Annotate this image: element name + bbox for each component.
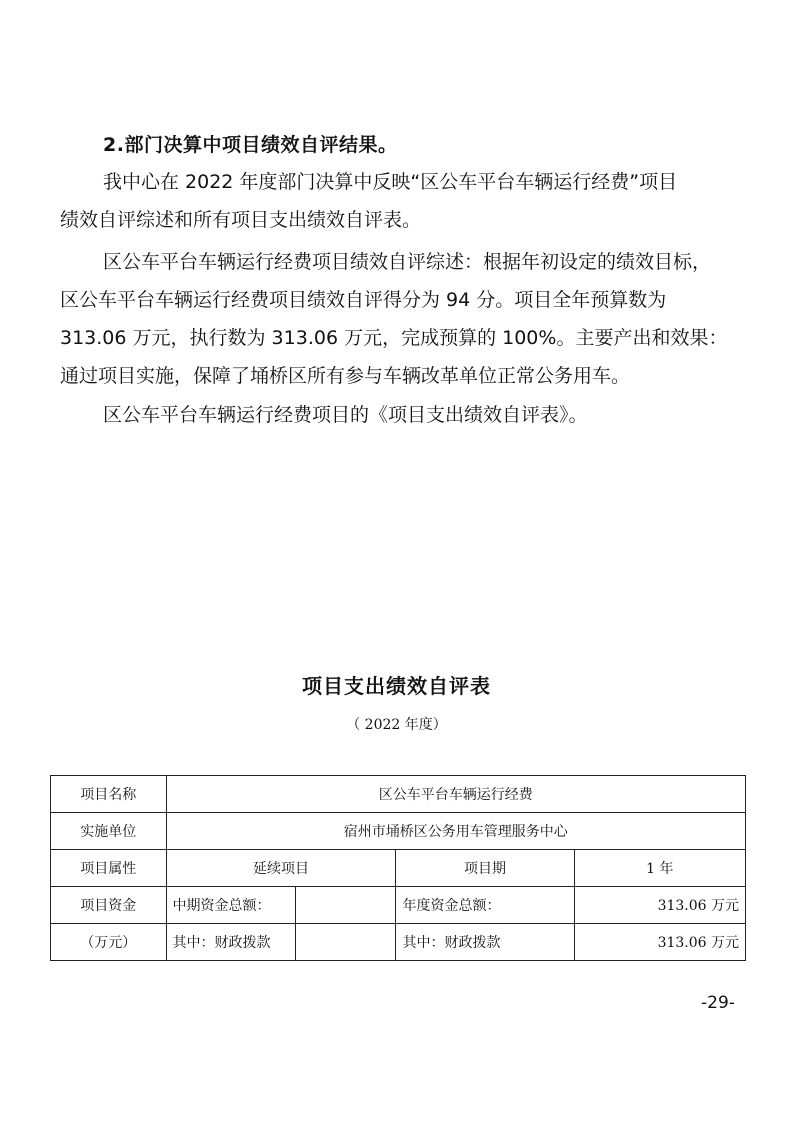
funds-unit: （万元） xyxy=(51,924,167,961)
period-value: 1 年 xyxy=(574,850,745,887)
table-year: （ 2022 年度） xyxy=(346,717,447,733)
paragraph-line: 绩效自评综述和所有项目支出绩效自评表。 xyxy=(60,209,422,231)
annual-total-value: 313.06 万元 xyxy=(574,887,745,924)
table-title: 项目支出绩效自评表 xyxy=(302,674,491,698)
mid-total-value xyxy=(296,887,396,924)
annual-fiscal-value: 313.06 万元 xyxy=(574,924,745,961)
funds-label: 项目资金 xyxy=(51,887,167,924)
attr-value: 延续项目 xyxy=(166,850,396,887)
table-row xyxy=(51,813,746,850)
paragraph-reference xyxy=(60,396,750,434)
table-row xyxy=(51,924,746,961)
table-row xyxy=(51,850,746,887)
unit-value: 宿州市埇桥区公务用车管理服务中心 xyxy=(166,813,745,850)
page-number: -29- xyxy=(701,993,735,1013)
table-row xyxy=(51,776,746,813)
paragraph-summary xyxy=(60,243,750,395)
attr-label: 项目属性 xyxy=(51,850,167,887)
annual-total-label: 年度资金总额： xyxy=(396,887,574,924)
project-name-value: 区公车平台车辆运行经费 xyxy=(166,776,745,813)
mid-total-label: 中期资金总额： xyxy=(166,887,295,924)
paragraph-line: 区公车平台车辆运行经费项目绩效自评得分为 94 分。项目全年预算数为 xyxy=(60,289,667,311)
paragraph-line: 通过项目实施，保障了埇桥区所有参与车辆改革单位正常公务用车。 xyxy=(60,365,631,387)
paragraph-line: 区公车平台车辆运行经费项目绩效自评综述：根据年初设定的绩效目标， xyxy=(103,251,712,273)
paragraph-line: 313.06 万元，执行数为 313.06 万元，完成预算的 100%。主要产出和效果： xyxy=(60,327,728,349)
period-label: 项目期 xyxy=(396,850,574,887)
table-row xyxy=(51,887,746,924)
mid-fiscal-label: 其中：财政拨款 xyxy=(166,924,295,961)
section-heading: 2.部门决算中项目绩效自评结果。 xyxy=(103,134,398,156)
project-name-label: 项目名称 xyxy=(51,776,167,813)
annual-fiscal-label: 其中：财政拨款 xyxy=(396,924,574,961)
mid-fiscal-value xyxy=(296,924,396,961)
unit-label: 实施单位 xyxy=(51,813,167,850)
paragraph-line: 区公车平台车辆运行经费项目的《项目支出绩效自评表》。 xyxy=(103,404,588,426)
performance-table xyxy=(50,775,746,961)
paragraph-intro xyxy=(60,163,750,239)
paragraph-line: 我中心在 2022 年度部门决算中反映“区公车平台车辆运行经费”项目 xyxy=(103,171,678,193)
